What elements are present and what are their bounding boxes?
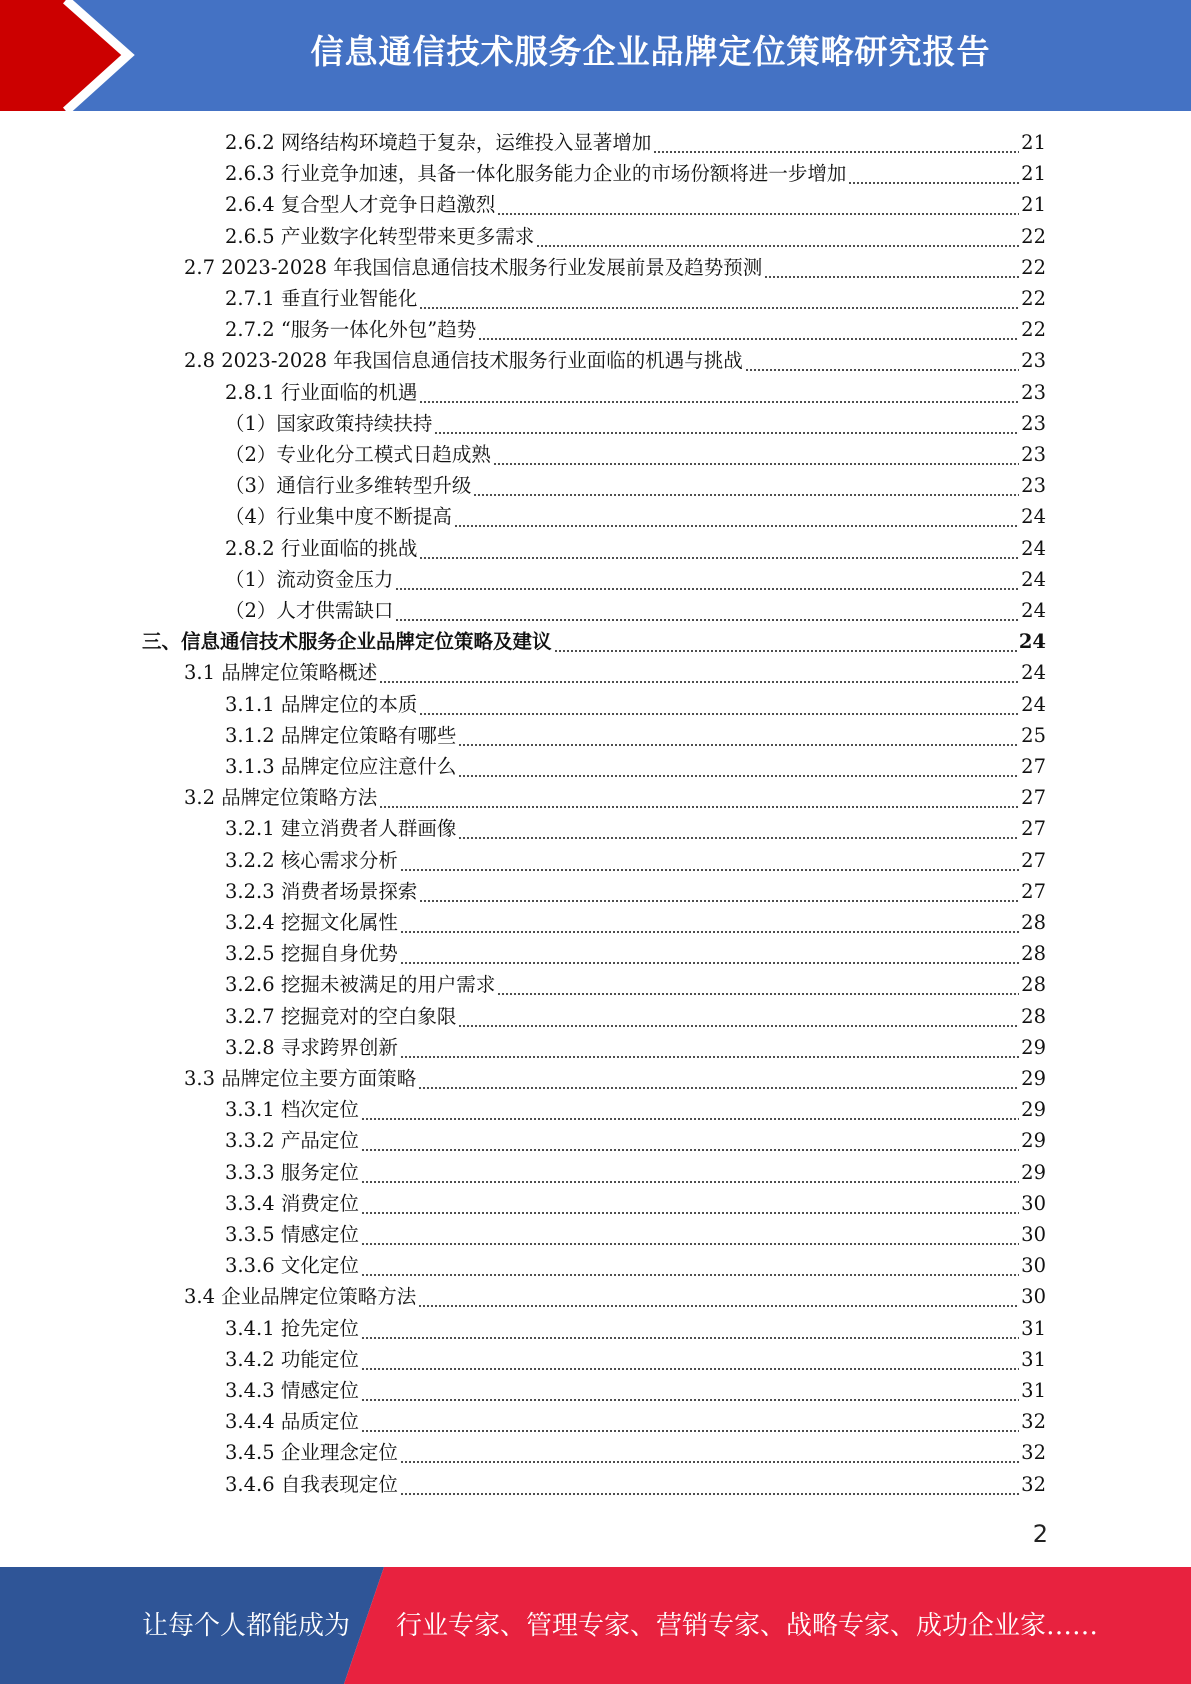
toc-entry[interactable] (184, 345, 1046, 376)
toc-dot-leader (745, 345, 1019, 376)
footer-slogan-left: 让每个人都能成为 (142, 1611, 351, 1641)
toc-dot-leader (764, 252, 1019, 283)
toc-entry-page: 23 (1021, 380, 1046, 404)
toc-entry[interactable] (225, 1001, 1046, 1032)
toc-entry[interactable] (225, 1437, 1046, 1468)
toc-entry[interactable] (225, 1157, 1046, 1188)
toc-entry-label: 2.6.3 行业竞争加速，具备一体化服务能力企业的市场份额将进一步增加 (225, 162, 847, 186)
toc-entry-label: 3.3.2 产品定位 (225, 1129, 359, 1153)
toc-entry[interactable] (225, 377, 1046, 408)
toc-entry-label: （1）流动资金压力 (225, 567, 394, 591)
toc-dot-leader (848, 158, 1019, 189)
toc-entry-page: 28 (1021, 942, 1046, 966)
toc-entry-label: 3.4.3 情感定位 (225, 1379, 359, 1402)
toc-entry[interactable] (225, 501, 1046, 532)
toc-dot-leader (497, 189, 1019, 220)
toc-entry-label: 3.4.6 自我表现定位 (225, 1472, 398, 1496)
toc-dot-leader (418, 1281, 1019, 1312)
toc-entry-page: 30 (1021, 1223, 1046, 1246)
toc-entry-page: 27 (1021, 848, 1046, 872)
toc-dot-leader (419, 283, 1019, 314)
toc-entry-page: 29 (1021, 1129, 1046, 1153)
toc-entry-page: 31 (1021, 1379, 1046, 1402)
footer-slogan-right: 行业专家、管理专家、营销专家、战略专家、成功企业家…… (396, 1611, 1099, 1641)
toc-dot-leader (478, 314, 1019, 345)
toc-entry[interactable] (225, 158, 1046, 189)
toc-entry-label: （2）人才供需缺口 (225, 599, 394, 622)
toc-dot-leader (454, 501, 1019, 532)
toc-entry-label: 2.7.2 “服务一体化外包”趋势 (225, 318, 477, 342)
toc-entry[interactable] (225, 533, 1046, 564)
toc-dot-leader (361, 1094, 1019, 1125)
toc-dot-leader (361, 1406, 1019, 1437)
toc-entry-page: 30 (1021, 1191, 1046, 1215)
toc-entry-label: 3.3.5 情感定位 (225, 1223, 359, 1246)
toc-entry[interactable] (225, 1094, 1046, 1125)
toc-dot-leader (400, 1437, 1019, 1468)
toc-entry-page: 28 (1021, 911, 1046, 934)
toc-dot-leader (536, 221, 1019, 252)
toc-entry-label: （1）国家政策持续扶持 (225, 411, 433, 435)
toc-entry-page: 31 (1021, 1316, 1046, 1340)
toc-entry-label: 3.2 品牌定位策略方法 (184, 786, 378, 810)
toc-entry-page: 24 (1021, 692, 1046, 716)
toc-entry-label: 2.7 2023-2028 年我国信息通信技术服务行业发展前景及趋势预测 (184, 255, 763, 279)
toc-entry-label: 3.1.3 品牌定位应注意什么 (225, 755, 457, 778)
toc-entry[interactable] (225, 439, 1046, 470)
toc-entry-label: 2.6.2 网络结构环境趋于复杂，运维投入显著增加 (225, 131, 652, 154)
toc-entry-label: 3.2.2 核心需求分析 (225, 848, 398, 872)
toc-entry-page: 23 (1021, 411, 1046, 435)
toc-entry-page: 21 (1021, 193, 1046, 217)
toc-entry-label: 3.1.2 品牌定位策略有哪些 (225, 723, 457, 747)
toc-entry-label: 2.8.2 行业面临的挑战 (225, 536, 418, 560)
toc-entry-page: 24 (1021, 505, 1046, 529)
toc-entry-label: 三、信息通信技术服务企业品牌定位策略及建议 (142, 630, 552, 654)
toc-entry[interactable] (225, 470, 1046, 501)
toc-dot-leader (361, 1375, 1019, 1406)
toc-entry-label: 3.1.1 品牌定位的本质 (225, 692, 418, 716)
toc-entry-label: 3.3.3 服务定位 (225, 1160, 359, 1184)
toc-entry[interactable] (225, 969, 1046, 1000)
toc-entry[interactable] (225, 813, 1046, 844)
toc-entry[interactable] (225, 938, 1046, 969)
toc-dot-leader (395, 564, 1019, 595)
toc-entry-label: 3.3.1 档次定位 (225, 1098, 359, 1122)
toc-entry[interactable] (225, 221, 1046, 252)
toc-entry-label: （3）通信行业多维转型升级 (225, 474, 472, 498)
toc-dot-leader (458, 751, 1019, 782)
toc-entry-label: 2.7.1 垂直行业智能化 (225, 287, 418, 310)
toc-entry-page: 29 (1021, 1067, 1046, 1090)
toc-entry-page: 27 (1021, 786, 1046, 810)
toc-entry[interactable] (225, 127, 1046, 158)
toc-entry[interactable] (225, 1188, 1046, 1219)
toc-entry-label: 3.3 品牌定位主要方面策略 (184, 1067, 417, 1090)
toc-entry[interactable] (225, 1250, 1046, 1281)
toc-dot-leader (434, 408, 1019, 439)
toc-entry-page: 23 (1021, 443, 1046, 466)
toc-entry[interactable] (225, 689, 1046, 720)
toc-entry-page: 22 (1021, 224, 1046, 248)
toc-dot-leader (361, 1313, 1019, 1344)
toc-entry[interactable] (225, 876, 1046, 907)
toc-dot-leader (379, 657, 1019, 688)
toc-dot-leader (379, 782, 1019, 813)
toc-entry-page: 22 (1021, 287, 1046, 310)
toc-dot-leader (419, 533, 1019, 564)
toc-entry[interactable] (225, 1125, 1046, 1156)
toc-entry-page: 24 (1018, 630, 1046, 654)
toc-entry-page: 25 (1021, 723, 1046, 747)
toc-entry-page: 28 (1021, 1004, 1046, 1028)
toc-entry-label: 3.1 品牌定位策略概述 (184, 661, 378, 685)
toc-entry[interactable] (225, 595, 1046, 626)
toc-entry[interactable] (225, 1219, 1046, 1250)
toc-dot-leader (418, 1063, 1019, 1094)
toc-entry-label: 3.2.4 挖掘文化属性 (225, 911, 398, 934)
toc-entry-page: 27 (1021, 817, 1046, 841)
toc-entry-label: 3.3.6 文化定位 (225, 1254, 359, 1278)
toc-entry-page: 24 (1021, 567, 1046, 591)
toc-entry[interactable] (225, 1344, 1046, 1375)
toc-entry[interactable] (225, 408, 1046, 439)
toc-entry-label: 2.8 2023-2028 年我国信息通信技术服务行业面临的机遇与挑战 (184, 349, 743, 373)
toc-dot-leader (400, 845, 1019, 876)
report-title: 信息通信技术服务企业品牌定位策略研究报告 (310, 32, 991, 71)
toc-dot-leader (554, 626, 1017, 657)
toc-entry[interactable] (225, 1375, 1046, 1406)
toc-dot-leader (400, 1032, 1019, 1063)
toc-entry[interactable] (225, 907, 1046, 938)
toc-entry-label: 3.4 企业品牌定位策略方法 (184, 1285, 417, 1309)
toc-entry-page: 24 (1021, 661, 1046, 685)
toc-entry-label: 3.2.6 挖掘未被满足的用户需求 (225, 973, 496, 997)
toc-entry-label: 3.2.3 消费者场景探索 (225, 879, 418, 903)
toc-dot-leader (400, 1469, 1019, 1500)
toc-dot-leader (497, 969, 1019, 1000)
toc-entry-label: 2.8.1 行业面临的机遇 (225, 380, 418, 404)
toc-entry-page: 24 (1021, 536, 1046, 560)
toc-entry-label: （2）专业化分工模式日趋成熟 (225, 443, 491, 466)
toc-dot-leader (361, 1219, 1019, 1250)
toc-dot-leader (361, 1250, 1019, 1281)
header-arrow-decoration (0, 0, 160, 111)
toc-entry-label: 3.2.7 挖掘竞对的空白象限 (225, 1004, 457, 1028)
page-number: 2 (1032, 1520, 1048, 1548)
toc-dot-leader (473, 470, 1019, 501)
toc-dot-leader (493, 439, 1019, 470)
toc-entry-page: 29 (1021, 1035, 1046, 1059)
toc-entry-page: 24 (1021, 599, 1046, 622)
toc-entry[interactable] (225, 751, 1046, 782)
toc-dot-leader (419, 876, 1019, 907)
toc-entry-page: 23 (1021, 349, 1046, 373)
toc-entry-page: 27 (1021, 879, 1046, 903)
toc-dot-leader (395, 595, 1019, 626)
toc-dot-leader (458, 813, 1019, 844)
toc-entry-page: 32 (1021, 1441, 1046, 1465)
toc-entry[interactable] (225, 189, 1046, 220)
toc-entry-label: 3.2.1 建立消费者人群画像 (225, 817, 457, 841)
toc-entry-page: 22 (1021, 255, 1046, 279)
toc-entry-page: 28 (1021, 973, 1046, 997)
toc-entry-label: 2.6.4 复合型人才竞争日趋激烈 (225, 193, 496, 217)
toc-dot-leader (361, 1125, 1019, 1156)
toc-entry-label: 3.4.4 品质定位 (225, 1410, 359, 1434)
toc-entry-page: 21 (1021, 131, 1046, 154)
toc-entry[interactable] (225, 1469, 1046, 1500)
toc-dot-leader (400, 938, 1019, 969)
toc-dot-leader (419, 377, 1019, 408)
toc-entry-page: 32 (1021, 1472, 1046, 1496)
toc-dot-leader (419, 689, 1019, 720)
toc-entry[interactable] (184, 252, 1046, 283)
toc-entry[interactable] (225, 1032, 1046, 1063)
toc-entry[interactable] (184, 782, 1046, 813)
toc-entry[interactable] (184, 657, 1046, 688)
toc-entry[interactable] (225, 283, 1046, 314)
toc-entry-label: （4）行业集中度不断提高 (225, 505, 452, 529)
toc-entry-label: 3.2.5 挖掘自身优势 (225, 942, 398, 966)
toc-entry-page: 30 (1021, 1285, 1046, 1309)
toc-entry[interactable] (225, 1313, 1046, 1344)
toc-entry[interactable] (184, 1063, 1046, 1094)
toc-entry-page: 22 (1021, 318, 1046, 342)
footer-banner (0, 1567, 1191, 1684)
toc-entry-page: 27 (1021, 755, 1046, 778)
toc-entry-page: 23 (1021, 474, 1046, 498)
header-banner (0, 0, 1191, 111)
toc-entry[interactable] (142, 626, 1046, 657)
toc-entry-page: 29 (1021, 1098, 1046, 1122)
toc-entry-label: 3.4.1 抢先定位 (225, 1316, 359, 1340)
toc-entry[interactable] (225, 314, 1046, 345)
toc-entry-label: 3.2.8 寻求跨界创新 (225, 1035, 398, 1059)
toc-dot-leader (458, 1001, 1019, 1032)
toc-dot-leader (653, 127, 1019, 158)
toc-entry-page: 31 (1021, 1347, 1046, 1371)
toc-entry[interactable] (225, 845, 1046, 876)
toc-entry[interactable] (225, 1406, 1046, 1437)
toc-dot-leader (361, 1188, 1019, 1219)
toc-dot-leader (361, 1157, 1019, 1188)
toc-entry-page: 21 (1021, 162, 1046, 186)
toc-entry[interactable] (184, 1281, 1046, 1312)
toc-entry-label: 3.4.2 功能定位 (225, 1347, 359, 1371)
toc-entry-label: 3.3.4 消费定位 (225, 1191, 359, 1215)
toc-entry-page: 30 (1021, 1254, 1046, 1278)
toc-entry-label: 3.4.5 企业理念定位 (225, 1441, 398, 1465)
toc-dot-leader (458, 720, 1019, 751)
toc-dot-leader (361, 1344, 1019, 1375)
toc-entry[interactable] (225, 564, 1046, 595)
toc-entry[interactable] (225, 720, 1046, 751)
toc-entry-label: 2.6.5 产业数字化转型带来更多需求 (225, 224, 535, 248)
toc-dot-leader (400, 907, 1019, 938)
toc-entry-page: 29 (1021, 1160, 1046, 1184)
toc-entry-page: 32 (1021, 1410, 1046, 1434)
